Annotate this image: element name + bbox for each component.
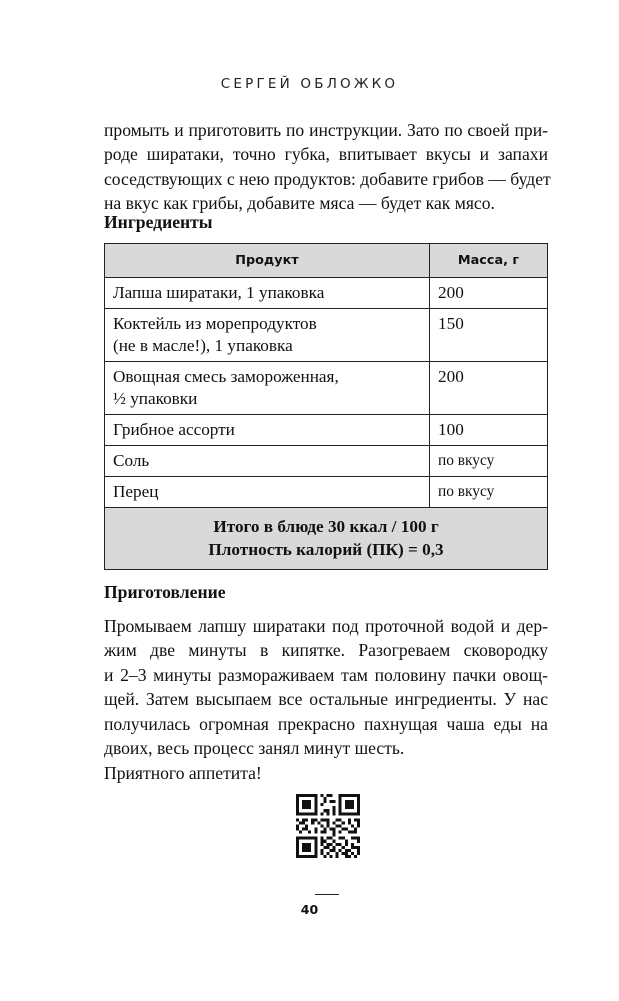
total-line: Итого в блюде 30 ккал / 100 г xyxy=(213,517,439,536)
header-product: Продукт xyxy=(105,244,430,278)
qr-code-graphic xyxy=(296,794,360,858)
preparation-paragraph xyxy=(104,614,548,760)
preparation-line: щей. Затем высыпаем все остальные ингредиенты. У нас xyxy=(104,689,548,710)
product-cell xyxy=(105,278,430,309)
product-cell xyxy=(105,309,430,362)
product-cell xyxy=(105,477,430,508)
product-cell xyxy=(105,362,430,415)
intro-line: на вкус как грибы, добавите мяса — будет как мясо. xyxy=(104,193,495,214)
mass-cell: 200 xyxy=(430,362,548,415)
preparation-line: жим две минуты в кипятке. Разогреваем сковородку xyxy=(104,640,548,661)
table-row xyxy=(105,446,548,477)
product-cell xyxy=(105,415,430,446)
table-row xyxy=(105,362,548,415)
intro-line: роде ширатаки, точно губка, впитывает вкусы и запахи xyxy=(104,144,548,165)
preparation-line: получилась огромная прекрасно пахнущая чаша еды на xyxy=(104,713,548,734)
product-line: Перец xyxy=(113,482,159,501)
product-line: ½ упаковки xyxy=(113,389,198,408)
table-row xyxy=(105,477,548,508)
product-line: Лапша ширатаки, 1 упаковка xyxy=(113,283,325,302)
product-line: Коктейль из морепродуктов xyxy=(113,314,317,333)
mass-cell: по вкусу xyxy=(430,446,548,477)
intro-line: соседствующих с нею продуктов: добавите грибов — будет xyxy=(104,168,551,189)
page-number: 40 xyxy=(300,902,319,917)
product-line: Овощная смесь замороженная, xyxy=(113,367,339,386)
table-row xyxy=(105,415,548,446)
table-header-row xyxy=(105,244,548,278)
table-row xyxy=(105,309,548,362)
ingredients-table xyxy=(104,243,548,570)
table-total-row xyxy=(105,508,548,570)
mass-cell: 150 xyxy=(430,309,548,362)
preparation-line: двоих, весь процесс занял минут шесть. xyxy=(104,738,405,759)
table-row xyxy=(105,278,548,309)
preparation-line: и 2–3 минуты размораживаем там половину пачки овощ- xyxy=(104,664,548,685)
intro-paragraph xyxy=(104,118,551,216)
preparation-line: Промываем лапшу ширатаки под проточной водой и дер- xyxy=(104,616,548,636)
product-line: Грибное ассорти xyxy=(113,420,235,439)
intro-line: промыть и приготовить по инструкции. Зато по своей при- xyxy=(104,120,548,140)
header-mass: Масса, г xyxy=(430,244,548,278)
mass-cell: 200 xyxy=(430,278,548,309)
qr-code-icon[interactable] xyxy=(296,794,360,858)
product-cell xyxy=(105,446,430,477)
closing-line: Приятного аппетита! xyxy=(104,763,262,783)
mass-cell: по вкусу xyxy=(430,477,548,508)
preparation-heading: Приготовление xyxy=(104,582,226,602)
ingredients-heading: Ингредиенты xyxy=(104,212,213,232)
running-head: СЕРГЕЙ ОБЛОЖКО xyxy=(220,76,399,92)
total-cell xyxy=(105,508,548,570)
folio-rule xyxy=(315,894,339,895)
product-line: (не в масле!), 1 упаковка xyxy=(113,336,293,355)
mass-cell: 100 xyxy=(430,415,548,446)
calorie-density-line: Плотность калорий (ПК) = 0,3 xyxy=(208,540,444,559)
product-line: Соль xyxy=(113,451,150,470)
